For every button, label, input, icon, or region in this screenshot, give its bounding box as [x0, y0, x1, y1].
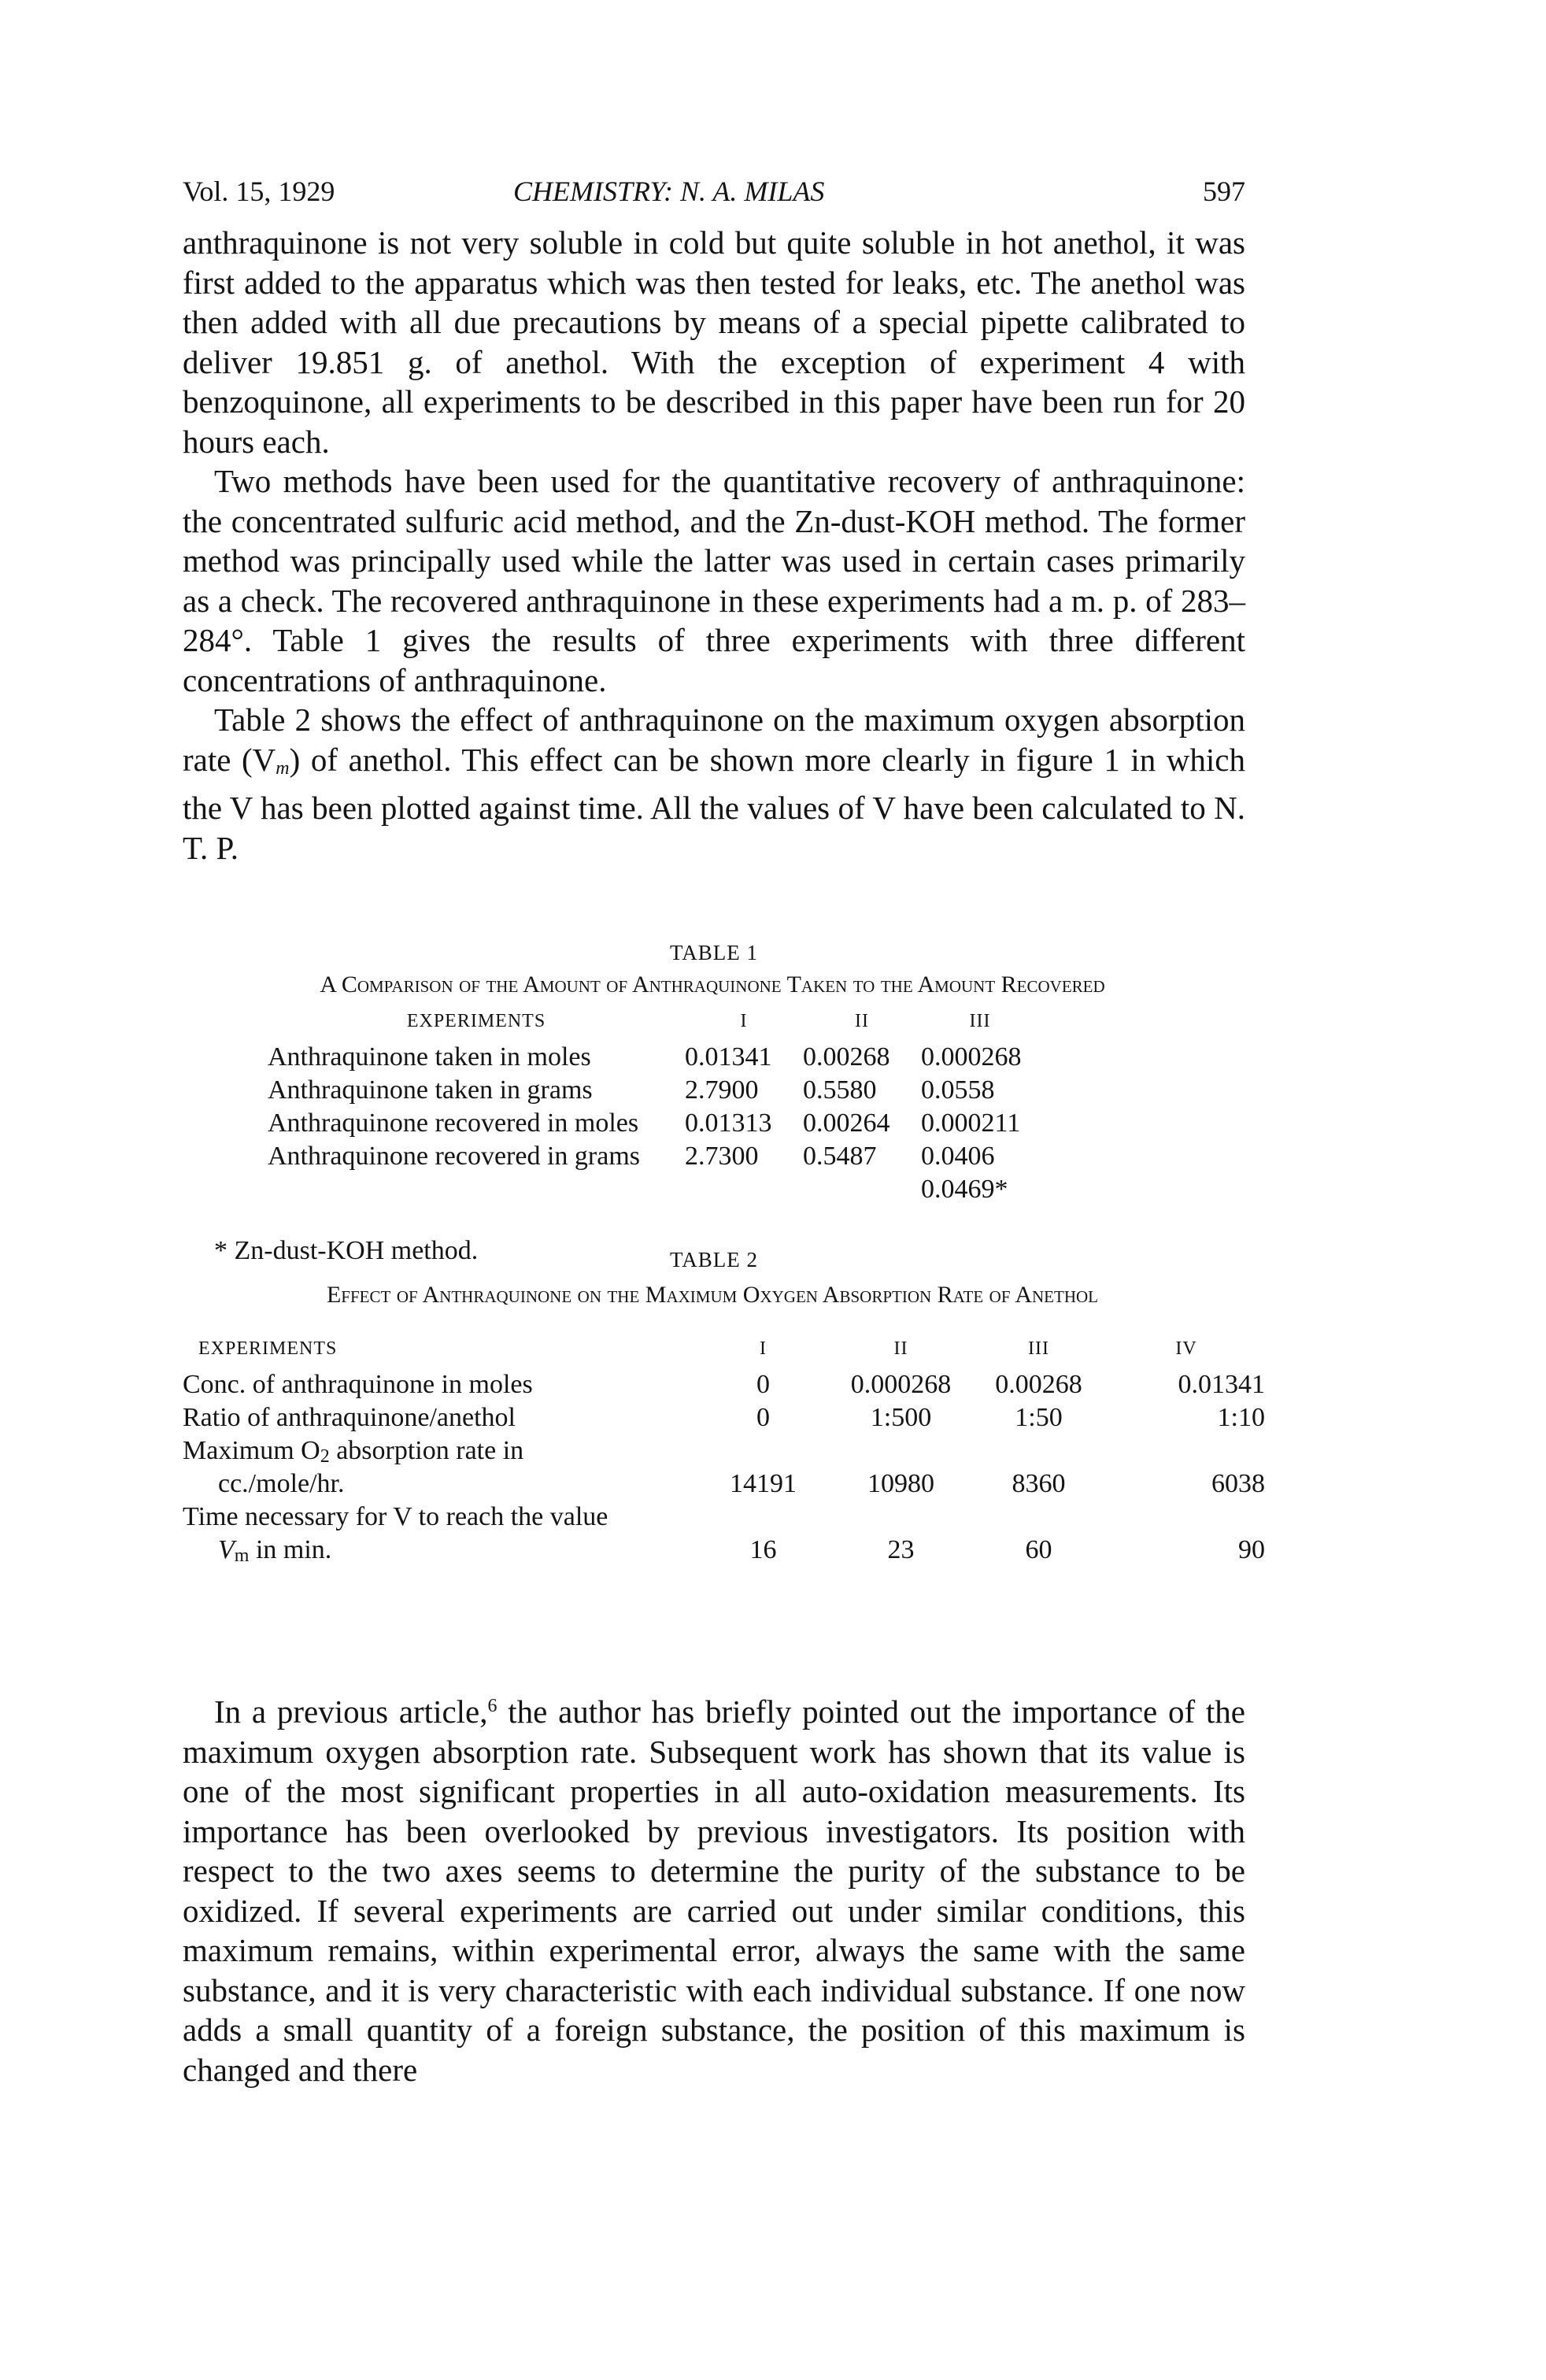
row-label [268, 1175, 685, 1208]
cell: 0.5487 [803, 1142, 877, 1171]
row-label: Conc. of anthraquinone in moles [183, 1370, 533, 1399]
cell: 0.000211 [921, 1109, 1021, 1138]
table-row [183, 1535, 1265, 1568]
table1-title: A Comparison of the Amount of Anthraquinone Taken to the Amount Recovered [320, 972, 1105, 998]
row-label: Anthraquinone taken in moles [268, 1042, 591, 1072]
cell: 8360 [1012, 1469, 1066, 1498]
row-label-text: absorption rate in [329, 1436, 524, 1465]
paragraph-text: In a previous article, [214, 1693, 488, 1730]
cell: 10980 [867, 1469, 934, 1498]
cell: 0 [756, 1370, 770, 1399]
subscript: m [234, 1545, 250, 1566]
table-header-row [268, 1011, 1039, 1042]
cell: 23 [887, 1535, 915, 1564]
cell: 1:50 [1015, 1403, 1063, 1432]
cell: 0.0558 [921, 1075, 995, 1105]
running-header [183, 175, 1245, 214]
row-label: Anthraquinone taken in grams [268, 1075, 593, 1105]
row-label-text: in min. [249, 1535, 332, 1564]
table1-footnote: * Zn-dust-KOH method. [214, 1236, 479, 1265]
cell: 90 [1238, 1535, 1265, 1564]
table-row [183, 1436, 1265, 1469]
cell: 0.01313 [685, 1109, 772, 1138]
cell [685, 1175, 803, 1208]
row-label [183, 1436, 1265, 1469]
table-header: I [740, 1011, 748, 1031]
table1-label: TABLE 1 [669, 941, 759, 964]
table1 [268, 1011, 1039, 1208]
table-row [268, 1175, 1039, 1208]
table-row [183, 1469, 1265, 1502]
table-header: IV [1175, 1338, 1197, 1359]
row-label: Anthraquinone recovered in moles [268, 1109, 639, 1138]
table-row [183, 1502, 1265, 1535]
cell: 16 [749, 1535, 777, 1564]
table-header: III [969, 1011, 991, 1031]
cell [803, 1175, 921, 1208]
table-row [268, 1142, 1039, 1175]
row-label [183, 1535, 694, 1568]
cell: 0.01341 [1178, 1370, 1265, 1399]
table-header: II [893, 1338, 908, 1359]
footnote-ref: 6 [487, 1696, 497, 1716]
symbol-v: V [218, 1535, 235, 1564]
body-text-bottom [183, 1686, 1245, 2089]
cell: 0 [756, 1403, 770, 1432]
row-label: Time necessary for V to reach the value [183, 1502, 608, 1531]
paragraph-text: the author has briefly pointed out the importance of the maximum oxygen absorption rate. Subsequent work has shown that its value is one of the most significant properties in all auto-oxidation measurements. Its importance has been overlooked by previous investigators. Its position with respect to the two axes seems to determine the purity of the substance to be oxidized. If several experiments are carried out under similar conditions, this maximum remains, within experimental error, always the same with the same substance, and it is very characteristic with each individual substance. If one now adds a small quantity of a foreign substance, the position of this maximum is changed and there [183, 1693, 1245, 2088]
table2 [183, 1338, 1265, 1568]
cell: 1:10 [1217, 1403, 1265, 1432]
volume-label: Vol. 15, 1929 [183, 176, 335, 207]
table-row [183, 1403, 1265, 1436]
cell: 0.01341 [685, 1042, 772, 1072]
table-row [268, 1109, 1039, 1142]
table-header-row [183, 1338, 1265, 1370]
table-header: EXPERIMENTS [406, 1011, 546, 1031]
table2-title: Effect of Anthraquinone on the Maximum Oxygen Absorption Rate of Anethol [326, 1282, 1099, 1308]
row-label: cc./mole/hr. [218, 1469, 345, 1498]
paragraph [183, 700, 1245, 868]
row-label: Anthraquinone recovered in grams [268, 1142, 640, 1171]
table-header: III [1028, 1338, 1049, 1359]
running-title: CHEMISTRY: N. A. MILAS [513, 176, 825, 207]
cell: 14191 [730, 1469, 797, 1498]
cell: 0.5580 [803, 1075, 877, 1105]
cell: 2.7900 [685, 1075, 759, 1105]
cell: 0.000268 [921, 1042, 1022, 1072]
table-header: I [760, 1338, 767, 1359]
cell: 0.00268 [803, 1042, 890, 1072]
subscript: m [276, 757, 290, 779]
cell: 0.0406 [921, 1142, 995, 1171]
row-label: Ratio of anthraquinone/anethol [183, 1403, 516, 1432]
paragraph: anthraquinone is not very soluble in cold but quite soluble in hot anethol, it was first added to the apparatus which was then tested for leaks, etc. The anethol was then added with all due precautions by means of a special pipette calibrated to deliver 19.851 g. of anethol. With the exception of experiment 4 with benzoquinone, all experiments to be described in this paper have been run for 20 hours each. [183, 224, 1245, 460]
cell: 60 [1025, 1535, 1052, 1564]
paragraph-text: ) of anethol. This effect can be shown more clearly in figure 1 in which the V has been plotted against time. All the values of V have been calculated to N. T. P. [183, 741, 1246, 866]
cell: 6038 [1211, 1469, 1265, 1498]
paragraph-text: Table 2 shows the effect of anthraquinone on the maximum oxygen absorption rate (V [183, 701, 1245, 778]
table-row [268, 1075, 1039, 1109]
subscript: 2 [320, 1446, 330, 1467]
cell: 0.00268 [995, 1370, 1082, 1399]
cell: 0.00264 [803, 1109, 890, 1138]
table-header: II [855, 1011, 869, 1031]
table2-label: TABLE 2 [669, 1248, 759, 1271]
cell: 0.000268 [850, 1370, 952, 1399]
paragraph [183, 1686, 1245, 2089]
table-header: EXPERIMENTS [198, 1338, 338, 1359]
table-row [268, 1042, 1039, 1075]
row-label-text: Maximum O [183, 1436, 320, 1465]
cell: 1:500 [870, 1403, 932, 1432]
page-number: 597 [1203, 176, 1245, 207]
body-text-top [183, 223, 1245, 868]
cell: 0.0469* [921, 1175, 1008, 1204]
cell: 2.7300 [685, 1142, 759, 1171]
paragraph: Two methods have been used for the quantitative recovery of anthraquinone: the concentrated sulfuric acid method, and the Zn-dust-KOH method. The former method was principally used while the latter was used in certain cases primarily as a check. The recovered anthraquinone in these experiments had a m. p. of 283–284°. Table 1 gives the results of three experiments with three different concentrations of anthraquinone. [183, 463, 1245, 698]
table-row [183, 1370, 1265, 1403]
